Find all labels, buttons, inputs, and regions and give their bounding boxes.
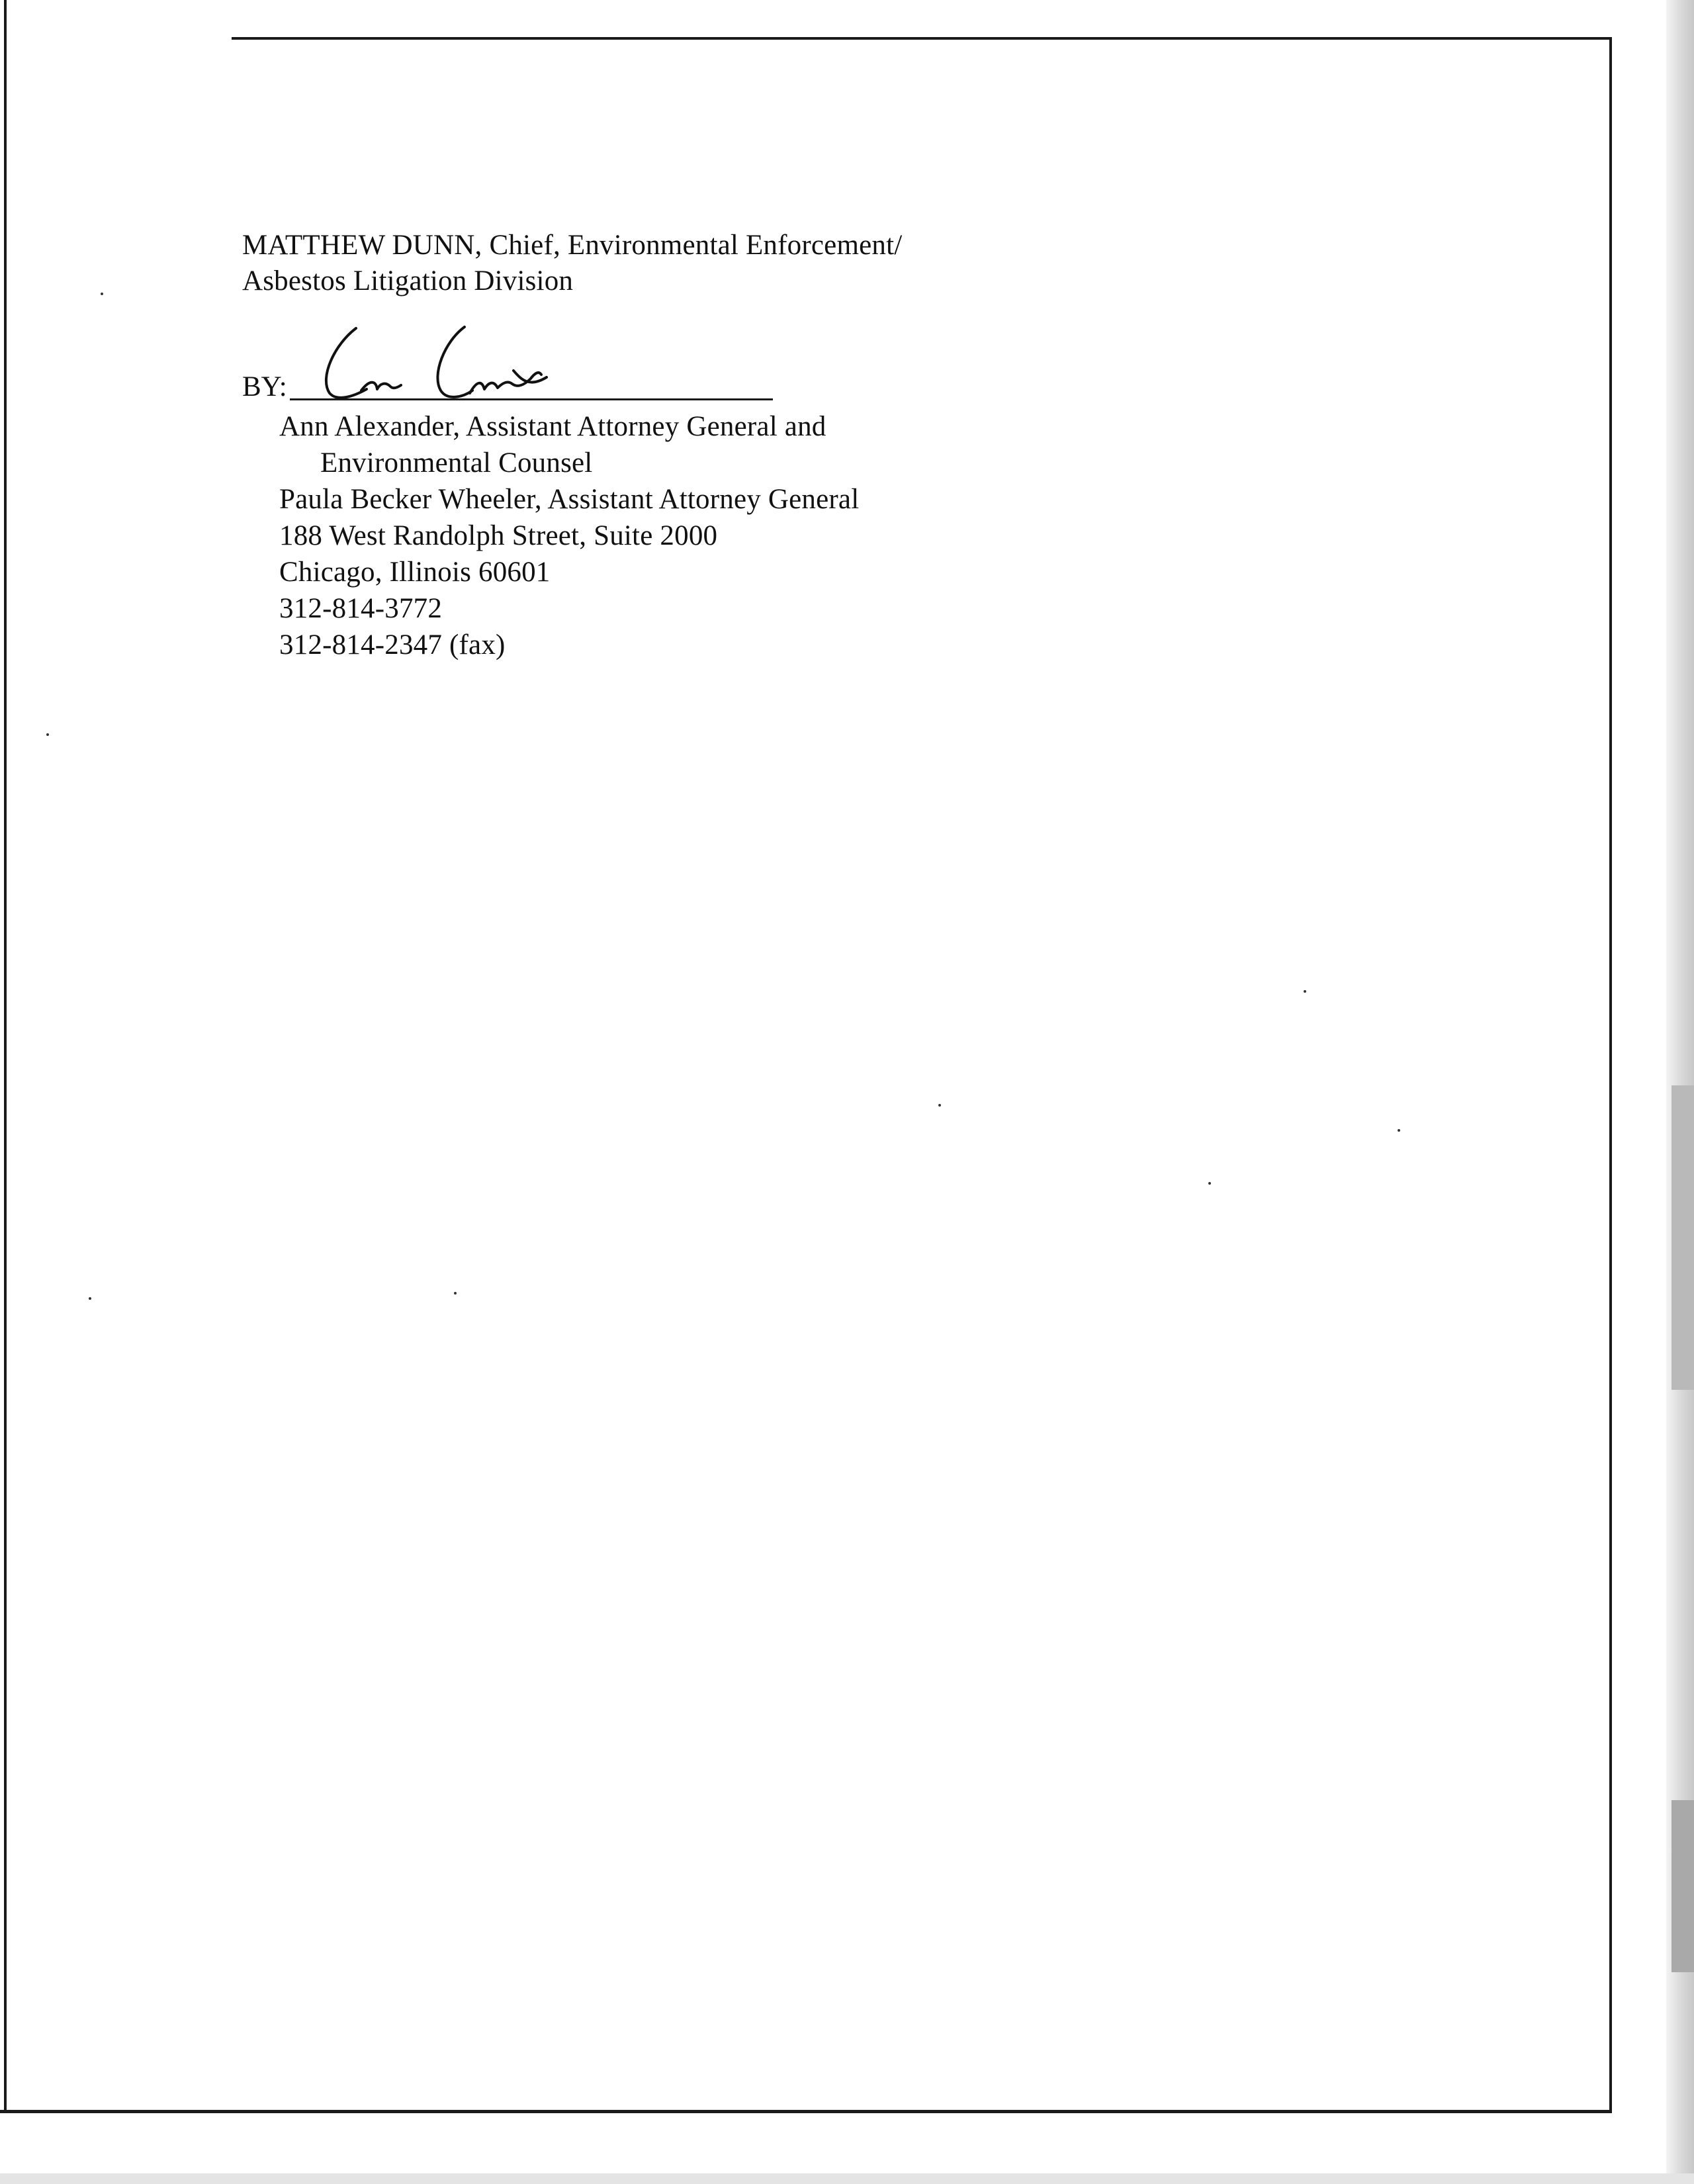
- handwritten-signature: [315, 324, 553, 404]
- scan-speck: [1398, 1129, 1400, 1132]
- page-border-bottom: [0, 2110, 1612, 2113]
- division-heading: [242, 228, 902, 299]
- scan-speck: [454, 1292, 457, 1295]
- counsel-block: [279, 409, 859, 664]
- address-city: Chicago, Illinois 60601: [279, 557, 551, 588]
- scan-speck: [89, 1297, 91, 1300]
- scan-speck: [938, 1104, 941, 1107]
- page-border-left: [4, 0, 7, 2111]
- scan-speck: [46, 733, 49, 736]
- scan-speck: [101, 293, 103, 295]
- address-street: 188 West Randolph Street, Suite 2000: [279, 520, 718, 551]
- fax-number: 312-814-2347 (fax): [279, 629, 506, 660]
- counsel-line-3: Paula Becker Wheeler, Assistant Attorney General: [279, 484, 860, 515]
- signature-row: [242, 324, 772, 410]
- by-label: BY:: [242, 371, 287, 402]
- scan-speck: [1304, 990, 1306, 993]
- counsel-line-2: Environmental Counsel: [320, 447, 593, 478]
- counsel-line-1: Ann Alexander, Assistant Attorney General and: [279, 411, 826, 442]
- phone-number: 312-814-3772: [279, 593, 443, 624]
- scan-speck: [1208, 1182, 1211, 1185]
- heading-line-1: MATTHEW DUNN, Chief, Environmental Enforcement/: [242, 230, 903, 261]
- heading-line-2: Asbestos Litigation Division: [242, 265, 574, 296]
- page-border-right: [1609, 37, 1612, 2113]
- scan-edge: [1666, 0, 1694, 2184]
- scan-shade: [1672, 1800, 1694, 1972]
- page-border-top: [232, 37, 1612, 40]
- scan-bottom-edge: [0, 2173, 1694, 2184]
- scan-shade: [1672, 1085, 1694, 1390]
